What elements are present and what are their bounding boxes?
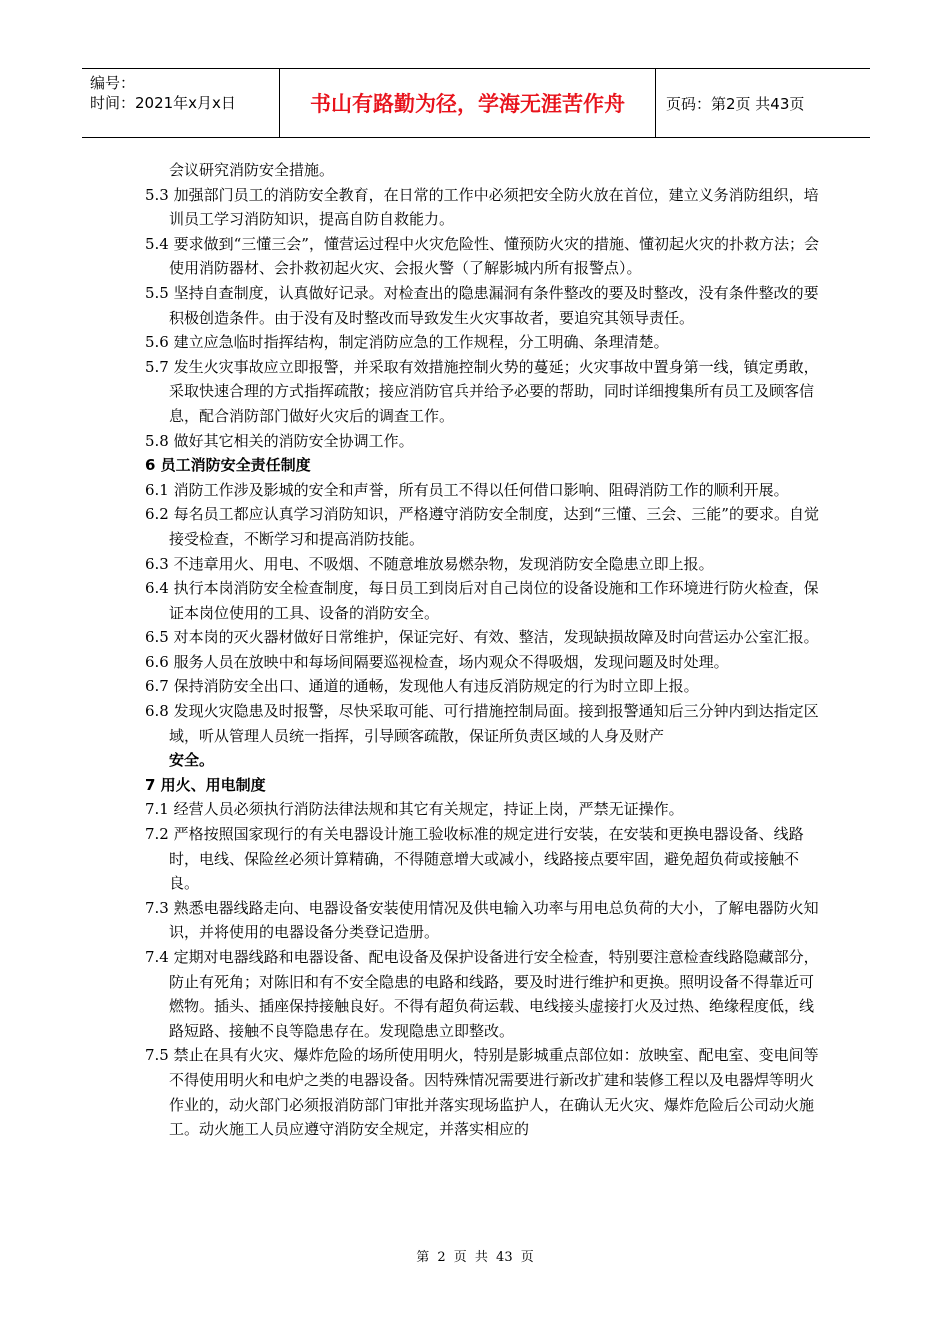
clause-item: 6.1 消防工作涉及影城的安全和声誉，所有员工不得以任何借口影响、阻碍消防工作的顺利开展。 <box>145 480 789 499</box>
clause-item: 7.2 严格按照国家现行的有关电器设计施工验收标准的规定进行安装，在安装和更换电器设备、线路时，电线、保险丝必须计算精确，不得随意增大或减小，线路接点要牢固，避免超负荷或接触不良。 <box>145 825 804 893</box>
clause-item: 6.6 服务人员在放映中和每场间隔要巡视检查，场内观众不得吸烟，发现问题及时处理。 <box>145 652 729 671</box>
clause-item: 6.4 执行本岗消防安全检查制度，每日员工到岗后对自己岗位的设备设施和工作环境进行防火检查，保证本岗位使用的工具、设备的消防安全。 <box>145 579 819 622</box>
clause-item: 7.1 经营人员必须执行消防法律法规和其它有关规定，持证上岗，严禁无证操作。 <box>145 800 684 819</box>
code-label: 编号： <box>90 74 136 92</box>
header-motto: 书山有路勤为径，学海无涯苦作舟 <box>280 69 656 137</box>
paragraph-continuation: 会议研究消防安全措施。 <box>169 161 335 179</box>
clause-item-tail: 安全。 <box>169 751 215 770</box>
clause-item: 6.7 保持消防安全出口、通道的通畅，发现他人有违反消防规定的行为时立即上报。 <box>145 677 699 696</box>
clause-item: 6.3 不违章用火、用电、不吸烟、不随意堆放易燃杂物，发现消防安全隐患立即上报。 <box>145 554 714 573</box>
time-label: 时间：2021年x月x日 <box>90 94 236 112</box>
clause-item: 6.8 发现火灾隐患及时报警，尽快采取可能、可行措施控制局面。接到报警通知后三分钟内到达指定区域，听从管理人员统一指挥，引导顾客疏散，保证所负责区域的人身及财产 <box>145 702 819 745</box>
header-page-label: 页码：第2页 共43页 <box>666 94 805 113</box>
clause-item: 5.4 要求做到“三懂三会”，懂营运过程中火灾危险性、懂预防火灾的措施、懂初起火灾的扑救方法；会使用消防器材、会扑救初起火灾、会报火警（了解影城内所有报警点）。 <box>145 234 819 278</box>
clause-item: 7.4 定期对电器线路和电器设备、配电设备及保护设备进行安全检查，特别要注意检查线路隐藏部分，防止有死角；对陈旧和有不安全隐患的电路和线路，要及时进行维护和更换。照明设备不得靠近可燃物。插头、插座保持接触良好。不得有超负荷运载、电线接头虚接打火及过热、绝缘程度低，线路短路、接触不良等隐患存在。发现隐患立即整改。 <box>145 948 819 1040</box>
clause-item: 5.7 发生火灾事故应立即报警，并采取有效措施控制火势的蔓延；火灾事故中置身第一线，镇定勇敢，采取快速合理的方式指挥疏散；接应消防官兵并给予必要的帮助，同时详细搜集所有员工及顾客信息，配合消防部门做好火灾后的调查工作。 <box>145 357 819 425</box>
clause-item: 7.5 禁止在具有火灾、爆炸危险的场所使用明火，特别是影城重点部位如：放映室、配电室、变电间等不得使用明火和电炉之类的电器设备。因特殊情况需要进行新改扩建和装修工程以及电器焊等明火作业的，动火部门必须报消防部门审批并落实现场监护人，在确认无火灾、爆炸危险后公司动火施工。动火施工人员应遵守消防安全规定，并落实相应的 <box>145 1046 819 1139</box>
clause-item: 5.3 加强部门员工的消防安全教育，在日常的工作中必须把安全防火放在首位，建立义务消防组织，培训员工学习消防知识，提高自防自救能力。 <box>145 185 819 229</box>
page-footer: 第 2 页 共 43 页 <box>416 1250 534 1265</box>
clause-item: 5.6 建立应急临时指挥结构，制定消防应急的工作规程，分工明确、条理清楚。 <box>145 333 669 352</box>
clause-item: 6.5 对本岗的灭火器材做好日常维护，保证完好、有效、整洁，发现缺损故障及时向营运办公室汇报。 <box>145 628 819 647</box>
page-header <box>82 68 870 138</box>
clause-item: 5.5 坚持自查制度，认真做好记录。对检查出的隐患漏洞有条件整改的要及时整改，没有条件整改的要积极创造条件。由于没有及时整改而导致发生火灾事故者，要追究其领导责任。 <box>145 283 819 327</box>
clause-item: 7.3 熟悉电器线路走向、电器设备安装使用情况及供电输入功率与用电总负荷的大小，了解电器防火知识，并将使用的电器设备分类登记造册。 <box>145 898 819 942</box>
section-heading: 7 用火、用电制度 <box>145 775 266 794</box>
clause-item: 6.2 每名员工都应认真学习消防知识，严格遵守消防安全制度，达到“三懂、三会、三能”的要求。自觉接受检查，不断学习和提高消防技能。 <box>145 505 819 548</box>
document-body <box>145 158 820 1142</box>
section-heading: 6 员工消防安全责任制度 <box>145 456 311 475</box>
header-left-cell <box>82 69 280 137</box>
clause-item: 5.8 做好其它相关的消防安全协调工作。 <box>145 431 414 450</box>
